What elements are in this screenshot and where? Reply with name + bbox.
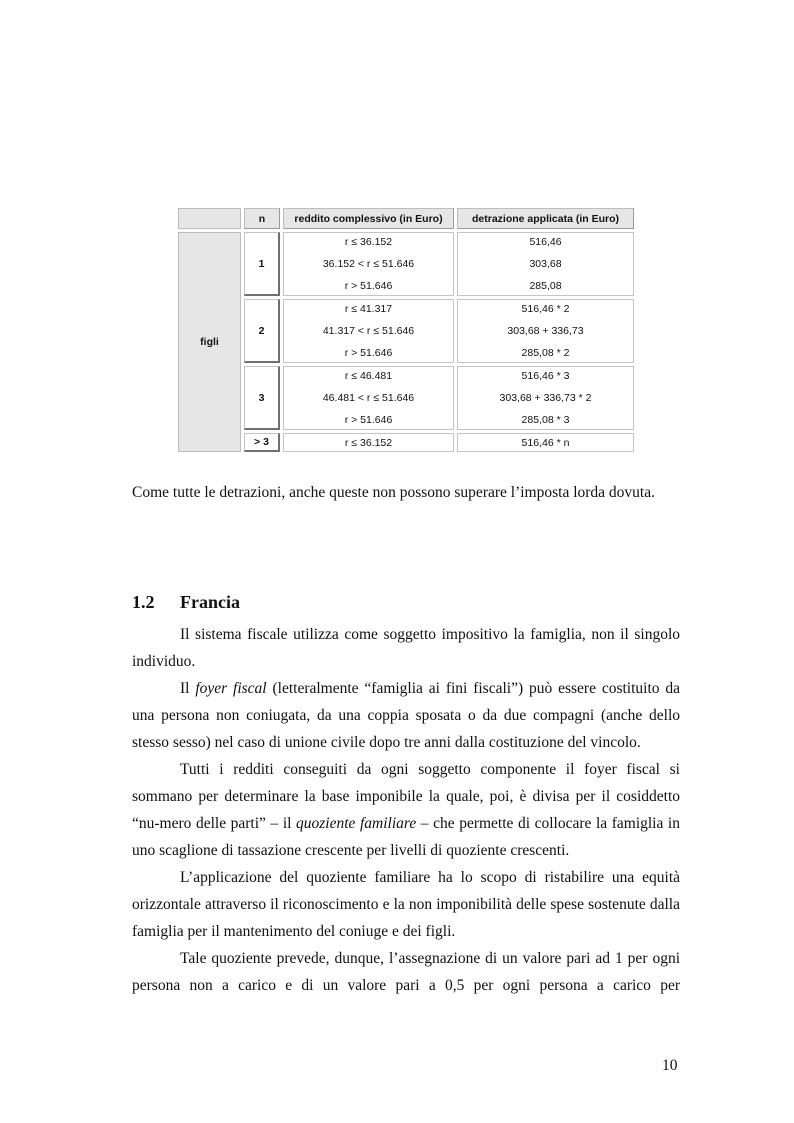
- paragraph-2-rest: (letteralmente “famiglia ai fini fiscali”) può essere costituito da una persona non coniugata, da una coppia sposata o da due compagni (anche dello stesso sesso) nel caso di unione civile dopo tre anni dalla costituzione del vincolo.: [132, 680, 680, 751]
- header-n: n: [244, 208, 280, 229]
- body-text: [132, 621, 680, 999]
- paragraph-2-start: Il: [180, 680, 196, 697]
- group-n-more-than-3: > 3: [244, 433, 280, 452]
- section-heading: [132, 592, 240, 613]
- deduction-group-1: [457, 232, 634, 296]
- deduction-value: 285,08 * 3: [521, 414, 570, 426]
- income-group-3: [283, 366, 454, 430]
- paragraph-3-start: Tutti i redditi conseguiti da ogni soggetto componente il foyer fiscal si sommano per determinare la base imponibile la quale, poi, è divisa per il cosiddetto “nu-mero delle parti” – il: [132, 761, 680, 832]
- income-value: r > 51.646: [344, 280, 393, 292]
- header-deduction: detrazione applicata (in Euro): [457, 208, 634, 229]
- deduction-group-3: [457, 366, 634, 430]
- paragraph-5: Tale quoziente prevede, dunque, l’assegnazione di un valore pari ad 1 per ogni persona non a carico e di un valore pari a 0,5 per ogni persona a carico per: [132, 950, 680, 994]
- group-n-3: 3: [244, 366, 280, 430]
- deduction-value: 285,08: [529, 280, 562, 292]
- paragraph-3-rest: – che permette di collocare la famiglia in uno scaglione di tassazione crescente per livelli di quoziente crescenti.: [132, 815, 680, 859]
- section-title: Francia: [180, 592, 240, 612]
- table-corner: [178, 208, 241, 229]
- foyer-fiscal-term: foyer fiscal: [195, 680, 267, 697]
- paragraph-4: L’applicazione del quoziente familiare ha lo scopo di ristabilire una equità orizzontale attraverso il riconoscimento e la non imponibilità delle spese sostenute dalla famiglia per il mantenimento del coniuge e dei figli.: [132, 869, 680, 940]
- page-number: 10: [662, 1057, 678, 1074]
- deduction-group-4: [457, 433, 634, 452]
- header-income: reddito complessivo (in Euro): [283, 208, 454, 229]
- income-value: 41.317 < r ≤ 51.646: [322, 325, 415, 337]
- income-value: 36.152 < r ≤ 51.646: [322, 258, 415, 270]
- deduction-value: 516,46 * 2: [521, 303, 570, 315]
- deduction-value: 516,46 * n: [521, 437, 570, 449]
- quoziente-familiare-term: quoziente familiare: [296, 815, 417, 832]
- deduction-value: 285,08 * 2: [521, 347, 570, 359]
- deduction-value: 303,68: [529, 258, 562, 270]
- deduction-value: 516,46: [529, 236, 562, 248]
- deduction-value: 303,68 + 336,73 * 2: [499, 392, 592, 404]
- income-value: r ≤ 36.152: [344, 236, 393, 248]
- paragraph-2: [132, 675, 680, 756]
- deduction-value: 303,68 + 336,73: [507, 325, 584, 337]
- income-group-4: [283, 433, 454, 452]
- income-value: r > 51.646: [344, 347, 393, 359]
- after-table-sentence: Come tutte le detrazioni, anche queste non possono superare l’imposta lorda dovuta.: [132, 484, 655, 501]
- income-group-2: [283, 299, 454, 363]
- income-value: r ≤ 36.152: [344, 437, 393, 449]
- income-value: 46.481 < r ≤ 51.646: [322, 392, 415, 404]
- deduction-group-2: [457, 299, 634, 363]
- group-n-1: 1: [244, 232, 280, 296]
- paragraph-3: [132, 756, 680, 864]
- income-value: r ≤ 41.317: [344, 303, 393, 315]
- income-value: r ≤ 46.481: [344, 370, 393, 382]
- row-label-figli: figli: [178, 232, 241, 452]
- group-n-2: 2: [244, 299, 280, 363]
- paragraph-1: Il sistema fiscale utilizza come soggetto impositivo la famiglia, non il singolo individuo.: [132, 626, 680, 670]
- after-table-text: [132, 479, 680, 506]
- deduction-value: 516,46 * 3: [521, 370, 570, 382]
- section-number: 1.2: [132, 592, 155, 612]
- income-value: r > 51.646: [344, 414, 393, 426]
- income-group-1: [283, 232, 454, 296]
